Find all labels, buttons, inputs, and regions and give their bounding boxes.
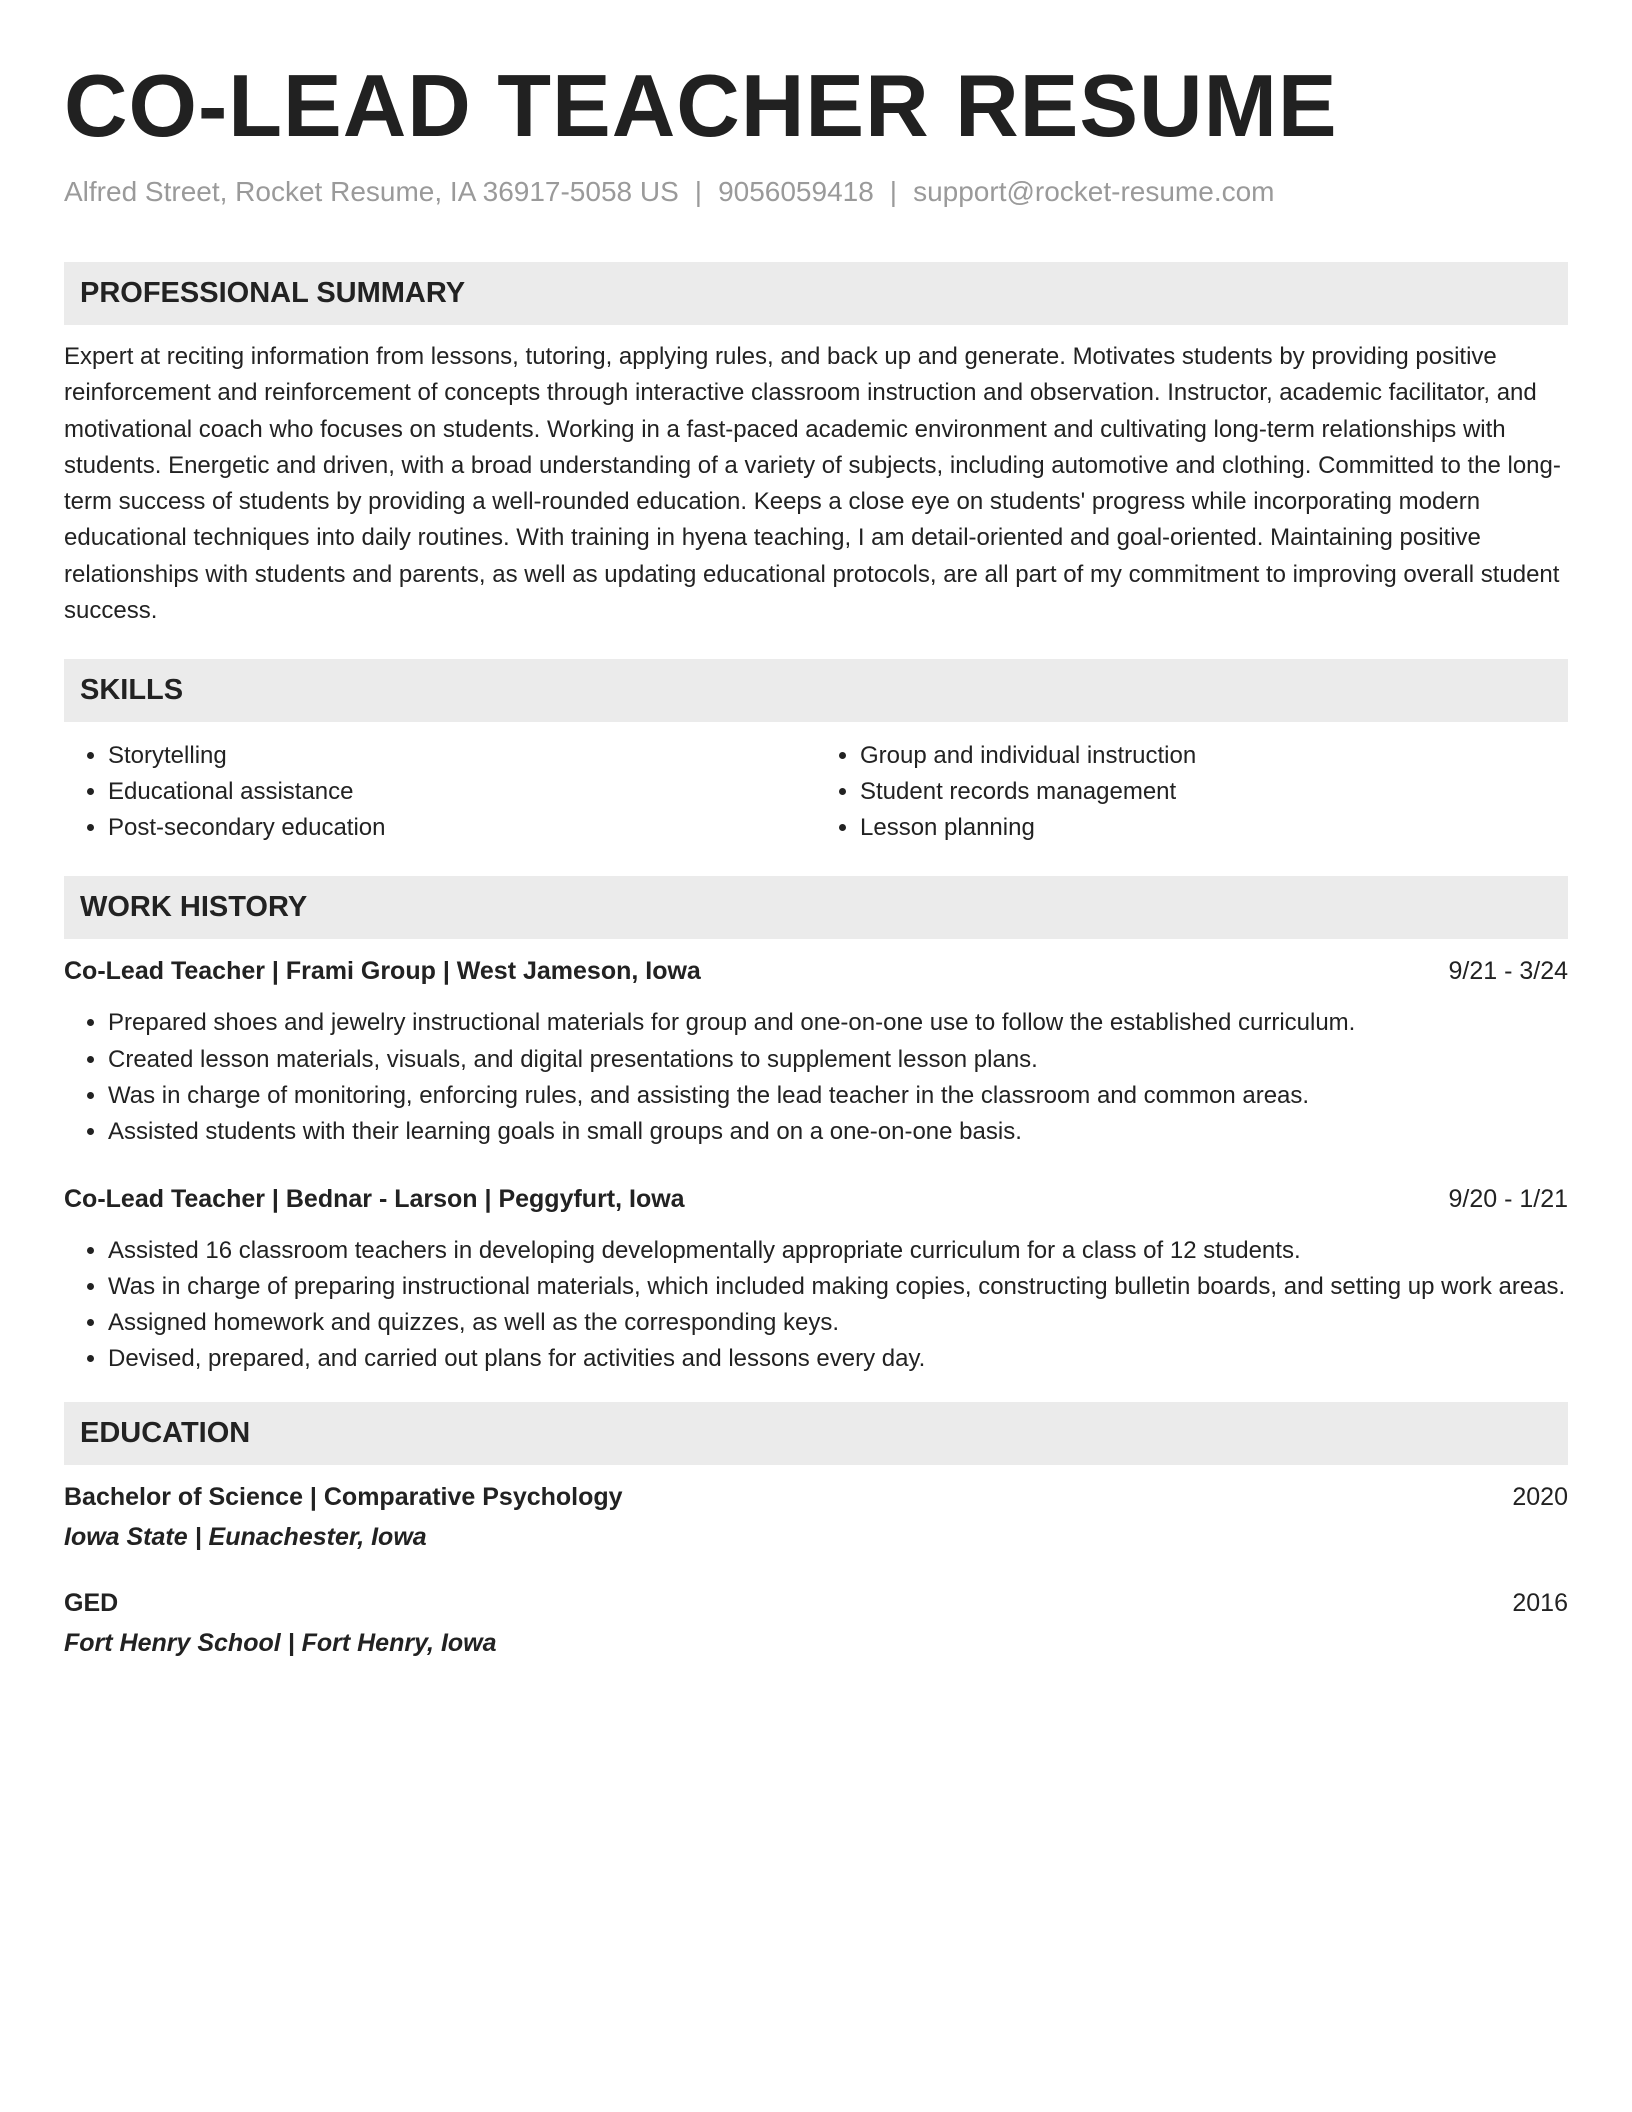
skills-column-right — [816, 738, 1568, 846]
education-year: 2020 — [1512, 1482, 1568, 1511]
skill-item: • Lesson planning — [860, 810, 1568, 846]
section-header-summary: PROFESSIONAL SUMMARY — [64, 262, 1568, 325]
job-bullets — [64, 1233, 1568, 1378]
job-title: Co-Lead Teacher | Frami Group | West Jameson, Iowa — [64, 957, 701, 986]
job-bullet: • Created lesson materials, visuals, and digital presentations to supplement lesson plans. — [108, 1042, 1568, 1078]
job-bullet: • Was in charge of monitoring, enforcing rules, and assisting the lead teacher in the classroom and common areas. — [108, 1078, 1568, 1114]
job-entry-header — [64, 953, 1568, 989]
skills-list — [64, 738, 1568, 846]
job-dates: 9/20 - 1/21 — [1448, 1184, 1568, 1213]
contact-address: Alfred Street, Rocket Resume, IA 36917-5058 US — [64, 176, 679, 207]
education-school: Fort Henry School | Fort Henry, Iowa — [64, 1628, 497, 1657]
job-bullet: • Assisted students with their learning goals in small groups and on a one-on-one basis. — [108, 1114, 1568, 1150]
education-entry-header — [64, 1585, 1568, 1621]
contact-line — [64, 174, 1568, 210]
section-header-education: EDUCATION — [64, 1402, 1568, 1465]
job-bullet: • Prepared shoes and jewelry instructional materials for group and one-on-one use to follow the established curriculum. — [108, 1005, 1568, 1041]
job-title: Co-Lead Teacher | Bednar - Larson | Peggyfurt, Iowa — [64, 1184, 685, 1213]
contact-separator: | — [694, 176, 703, 207]
job-bullet: • Assisted 16 classroom teachers in developing developmentally appropriate curriculum for a class of 12 students. — [108, 1233, 1568, 1269]
section-header-skills: SKILLS — [64, 659, 1568, 722]
job-bullet: • Assigned homework and quizzes, as well as the corresponding keys. — [108, 1305, 1568, 1341]
resume-title: CO-LEAD TEACHER RESUME — [64, 56, 1338, 155]
job-bullets — [64, 1005, 1568, 1150]
skill-item: • Post-secondary education — [108, 810, 816, 846]
section-header-work-history: WORK HISTORY — [64, 876, 1568, 939]
skills-column-left — [64, 738, 816, 846]
skill-item: • Storytelling — [108, 738, 816, 774]
job-entry-header — [64, 1181, 1568, 1217]
skill-item: • Educational assistance — [108, 774, 816, 810]
education-school: Iowa State | Eunachester, Iowa — [64, 1522, 427, 1551]
contact-phone: 9056059418 — [718, 176, 874, 207]
summary-text: Expert at reciting information from lessons, tutoring, applying rules, and back up and generate. Motivates students by providing positive reinforcement and reinforcement of concepts through interactive classroom instruction and observation. Instructor, academic facilitator, and motivational coach who focuses on students. Working in a fast-paced academic environment and cultivating long-term relationships with students. Energetic and driven, with a broad understanding of a variety of subjects, including automotive and clothing. Committed to the long-term success of students by providing a well-rounded education. Keeps a close eye on students' progress while incorporating modern educational techniques into daily routines. With training in hyena teaching, I am detail-oriented and goal-oriented. Maintaining positive relationships with students and parents, as well as updating educational protocols, are all part of my commitment to improving overall student success. — [64, 343, 1561, 625]
contact-email: support@rocket-resume.com — [913, 176, 1275, 207]
skill-item: • Student records management — [860, 774, 1568, 810]
skill-item: • Group and individual instruction — [860, 738, 1568, 774]
education-entry-header — [64, 1479, 1568, 1515]
contact-separator: | — [889, 176, 898, 207]
job-bullet: • Devised, prepared, and carried out plans for activities and lessons every day. — [108, 1341, 1568, 1377]
job-bullet: • Was in charge of preparing instructional materials, which included making copies, constructing bulletin boards, and setting up work areas. — [108, 1269, 1568, 1305]
education-year: 2016 — [1512, 1588, 1568, 1617]
education-degree: Bachelor of Science | Comparative Psychology — [64, 1482, 623, 1511]
education-degree: GED — [64, 1588, 119, 1617]
job-dates: 9/21 - 3/24 — [1448, 957, 1568, 986]
